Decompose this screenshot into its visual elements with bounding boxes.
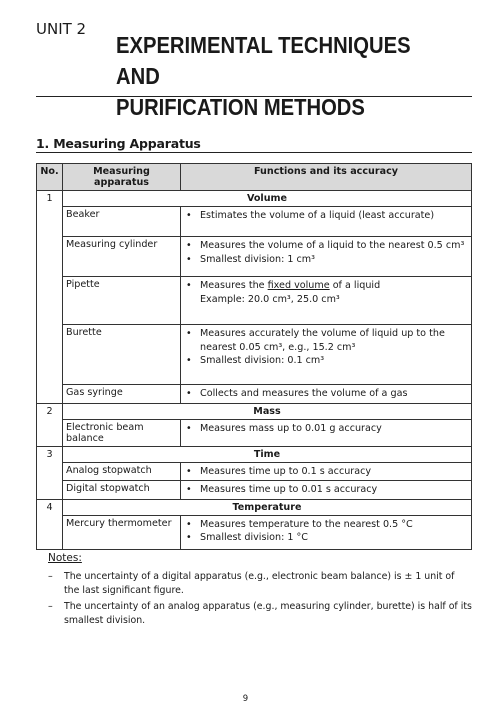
table-row [37,419,472,446]
function-item: • Measures the fixed volume of a liquid Example: 20.0 cm³, 25.0 cm³ [184,279,468,306]
function-cell [181,237,472,277]
table-row [37,481,472,500]
note-dash: – [48,601,53,612]
apparatus-name: Pipette [63,277,181,325]
header-no: No. [37,164,63,191]
category-number: 1 [37,191,63,207]
category-row-mass [37,403,472,419]
category-number: 3 [37,446,63,462]
table-row [37,325,472,385]
unit-label: UNIT 2 [36,20,87,38]
table-row [37,462,472,481]
note-item: – The uncertainty of an analog apparatus (e.g., measuring cylinder, burette) is half of its smallest division. [48,601,472,626]
function-item: • Measures temperature to the nearest 0.5 °C [184,518,468,532]
apparatus-name: Analog stopwatch [63,462,181,481]
function-item: • Measures mass up to 0.01 g accuracy [184,422,468,436]
function-item: • Measures accurately the volume of liquid up to the nearest 0.05 cm³, e.g., 15.2 cm³ [184,327,468,354]
table-row [37,277,472,325]
function-item: • Measures time up to 0.01 s accuracy [184,483,468,497]
apparatus-table [36,163,472,550]
apparatus-name: Gas syringe [63,385,181,404]
function-cell [181,462,472,481]
underlined-text: fixed volume [267,280,330,291]
note-dash: – [48,571,53,582]
section-divider [36,152,472,153]
apparatus-name: Mercury thermometer [63,515,181,549]
notes-heading: Notes: [48,552,82,564]
title-divider [36,96,472,97]
category-name: Temperature [63,499,472,515]
chapter-title-line-2: PURIFICATION METHODS [116,94,365,120]
chapter-title-line-1: EXPERIMENTAL TECHNIQUES AND [116,32,411,89]
category-row-temperature [37,499,472,515]
table-row [37,237,472,277]
function-cell [181,481,472,500]
category-number: 2 [37,403,63,419]
page-number: 9 [242,694,249,704]
function-item: • Collects and measures the volume of a gas [184,387,468,401]
chapter-title [116,30,426,123]
category-row-volume [37,191,472,207]
function-item: • Estimates the volume of a liquid (least accurate) [184,209,468,223]
apparatus-name: Digital stopwatch [63,481,181,500]
function-item: • Smallest division: 0.1 cm³ [184,354,468,368]
table-row [37,515,472,549]
function-item: • Smallest division: 1 cm³ [184,253,468,267]
category-name: Time [63,446,472,462]
apparatus-name: Electronic beam balance [63,419,181,446]
function-cell [181,515,472,549]
header-apparatus: Measuring apparatus [63,164,181,191]
apparatus-name: Measuring cylinder [63,237,181,277]
category-name: Mass [63,403,472,419]
note-item: – The uncertainty of a digital apparatus (e.g., electronic beam balance) is ± 1 unit of the last significant figure. [48,571,455,596]
function-item: • Measures the volume of a liquid to the nearest 0.5 cm³ [184,239,468,253]
header-functions: Functions and its accuracy [181,164,472,191]
apparatus-name: Burette [63,325,181,385]
function-cell [181,385,472,404]
function-cell [181,207,472,237]
apparatus-name: Beaker [63,207,181,237]
section-heading: 1. Measuring Apparatus [36,136,201,151]
function-item: • Measures time up to 0.1 s accuracy [184,465,468,479]
function-item: • Smallest division: 1 °C [184,531,468,545]
table-row [37,207,472,237]
table-row [37,385,472,404]
function-cell [181,419,472,446]
notes-list [48,570,472,630]
function-cell [181,277,472,325]
category-row-time [37,446,472,462]
category-name: Volume [63,191,472,207]
function-cell [181,325,472,385]
category-number: 4 [37,499,63,515]
table-header-row [37,164,472,191]
